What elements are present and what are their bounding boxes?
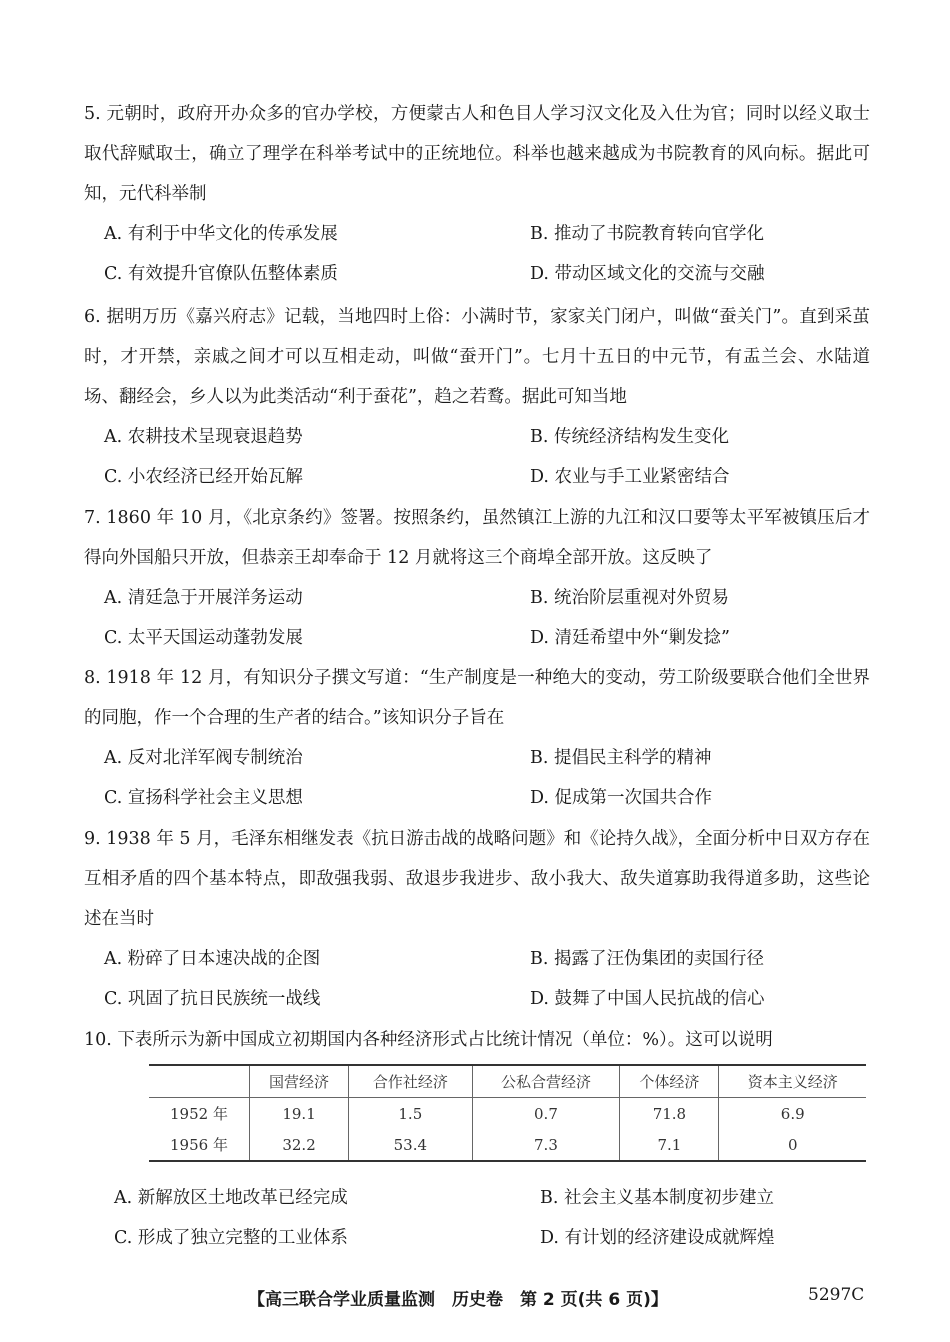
option-c: C. 有效提升官僚队伍整体素质 xyxy=(104,264,338,284)
option-b: B. 统治阶层重视对外贸易 xyxy=(530,588,729,608)
option-c: C. 巩固了抗日民族统一战线 xyxy=(104,989,321,1009)
table-cell: 7.1 xyxy=(620,1129,719,1161)
table-cell: 0 xyxy=(719,1129,866,1161)
table-row xyxy=(149,1129,866,1161)
option-d: D. 清廷希望中外“剿发捻” xyxy=(530,628,730,648)
table-header: 国营经济 xyxy=(250,1065,349,1098)
option-d: D. 农业与手工业紧密结合 xyxy=(530,467,730,487)
option-a: A. 粉碎了日本速决战的企图 xyxy=(104,949,321,969)
table-cell: 1952 年 xyxy=(170,1105,228,1123)
option-c: C. 太平天国运动蓬勃发展 xyxy=(104,628,303,648)
question-8 xyxy=(84,658,870,818)
option-c: C. 小农经济已经开始瓦解 xyxy=(104,467,303,487)
table-header: 资本主义经济 xyxy=(719,1065,866,1098)
options xyxy=(84,417,870,497)
table-header: 公私合营经济 xyxy=(472,1065,620,1098)
table-cell: 6.9 xyxy=(719,1098,866,1130)
question-stem: 10. 下表所示为新中国成立初期国内各种经济形式占比统计情况（单位：%）。这可以说明 xyxy=(84,1030,773,1050)
options xyxy=(84,738,870,818)
question-9 xyxy=(84,819,870,1019)
option-d: D. 鼓舞了中国人民抗战的信心 xyxy=(530,989,765,1009)
option-d: D. 有计划的经济建设成就辉煌 xyxy=(540,1228,775,1248)
option-c: C. 宣扬科学社会主义思想 xyxy=(104,788,303,808)
table-cell: 0.7 xyxy=(472,1098,620,1130)
options xyxy=(84,578,870,658)
option-b: B. 揭露了汪伪集团的卖国行径 xyxy=(530,949,764,969)
option-a: A. 有利于中华文化的传承发展 xyxy=(104,224,338,244)
option-c: C. 形成了独立完整的工业体系 xyxy=(114,1228,348,1248)
economy-share-table xyxy=(149,1064,866,1162)
table-cell: 1956 年 xyxy=(170,1136,228,1154)
question-stem: 6. 据明万历《嘉兴府志》记载，当地四时上俗：小满时节，家家关门闭户，叫做“蚕关门”。直到采茧时，才开禁，亲戚之间才可以互相走动，叫做“蚕开门”。七月十五日的中元节，有盂兰会、水陆道场、翻经会，乡人以为此类活动“利于蚕花”，趋之若鹜。据此可知当地 xyxy=(84,307,870,407)
table-header: 个体经济 xyxy=(620,1065,719,1098)
option-a: A. 农耕技术呈现衰退趋势 xyxy=(104,427,303,447)
options xyxy=(84,214,870,294)
table-cell: 32.2 xyxy=(250,1129,349,1161)
option-a: A. 清廷急于开展洋务运动 xyxy=(104,588,303,608)
option-a: A. 反对北洋军阀专制统治 xyxy=(104,748,303,768)
question-6 xyxy=(84,297,870,497)
question-5 xyxy=(84,94,870,294)
option-d: D. 促成第一次国共合作 xyxy=(530,788,713,808)
question-stem: 7. 1860 年 10 月，《北京条约》签署。按照条约，虽然镇江上游的九江和汉口要等太平军被镇压后才得向外国船只开放，但恭亲王却奉命于 12 月就将这三个商埠全部开放。这反映了 xyxy=(84,508,870,568)
paper-code: 5297C xyxy=(808,1285,865,1305)
table-cell: 7.3 xyxy=(472,1129,620,1161)
question-stem: 8. 1918 年 12 月，有知识分子撰文写道：“生产制度是一种绝大的变动，劳工阶级要联合他们全世界的同胞，作一个合理的生产者的结合。”该知识分子旨在 xyxy=(84,668,870,728)
option-d: D. 带动区域文化的交流与交融 xyxy=(530,264,765,284)
option-b: B. 提倡民主科学的精神 xyxy=(530,748,712,768)
table-header: 合作社经济 xyxy=(349,1065,472,1098)
table-cell: 53.4 xyxy=(349,1129,472,1161)
option-b: B. 推动了书院教育转向官学化 xyxy=(530,224,764,244)
table-cell: 19.1 xyxy=(250,1098,349,1130)
options xyxy=(84,939,870,1019)
question-stem: 5. 元朝时，政府开办众多的官办学校，方便蒙古人和色目人学习汉文化及入仕为官；同时以经义取士取代辞赋取士，确立了理学在科举考试中的正统地位。科举也越来越成为书院教育的风向标。据此可知，元代科举制 xyxy=(84,104,870,204)
question-10 xyxy=(84,1020,870,1060)
question-10-options xyxy=(94,1178,880,1258)
question-stem: 9. 1938 年 5 月，毛泽东相继发表《抗日游击战的战略问题》和《论持久战》，全面分析中日双方存在互相矛盾的四个基本特点，即敌强我弱、敌退步我进步、敌小我大、敌失道寡助我得道多助，这些论述在当时 xyxy=(84,829,870,929)
footer-title: 【高三联合学业质量监测 历史卷 第 2 页(共 6 页)】 xyxy=(248,1290,668,1310)
table-cell: 71.8 xyxy=(620,1098,719,1130)
question-7 xyxy=(84,498,870,658)
table-cell: 1.5 xyxy=(349,1098,472,1130)
table-header-row xyxy=(149,1065,866,1098)
option-b: B. 社会主义基本制度初步建立 xyxy=(540,1188,774,1208)
option-a: A. 新解放区土地改革已经完成 xyxy=(114,1188,348,1208)
table-row xyxy=(149,1098,866,1130)
option-b: B. 传统经济结构发生变化 xyxy=(530,427,729,447)
table-header xyxy=(149,1065,250,1098)
